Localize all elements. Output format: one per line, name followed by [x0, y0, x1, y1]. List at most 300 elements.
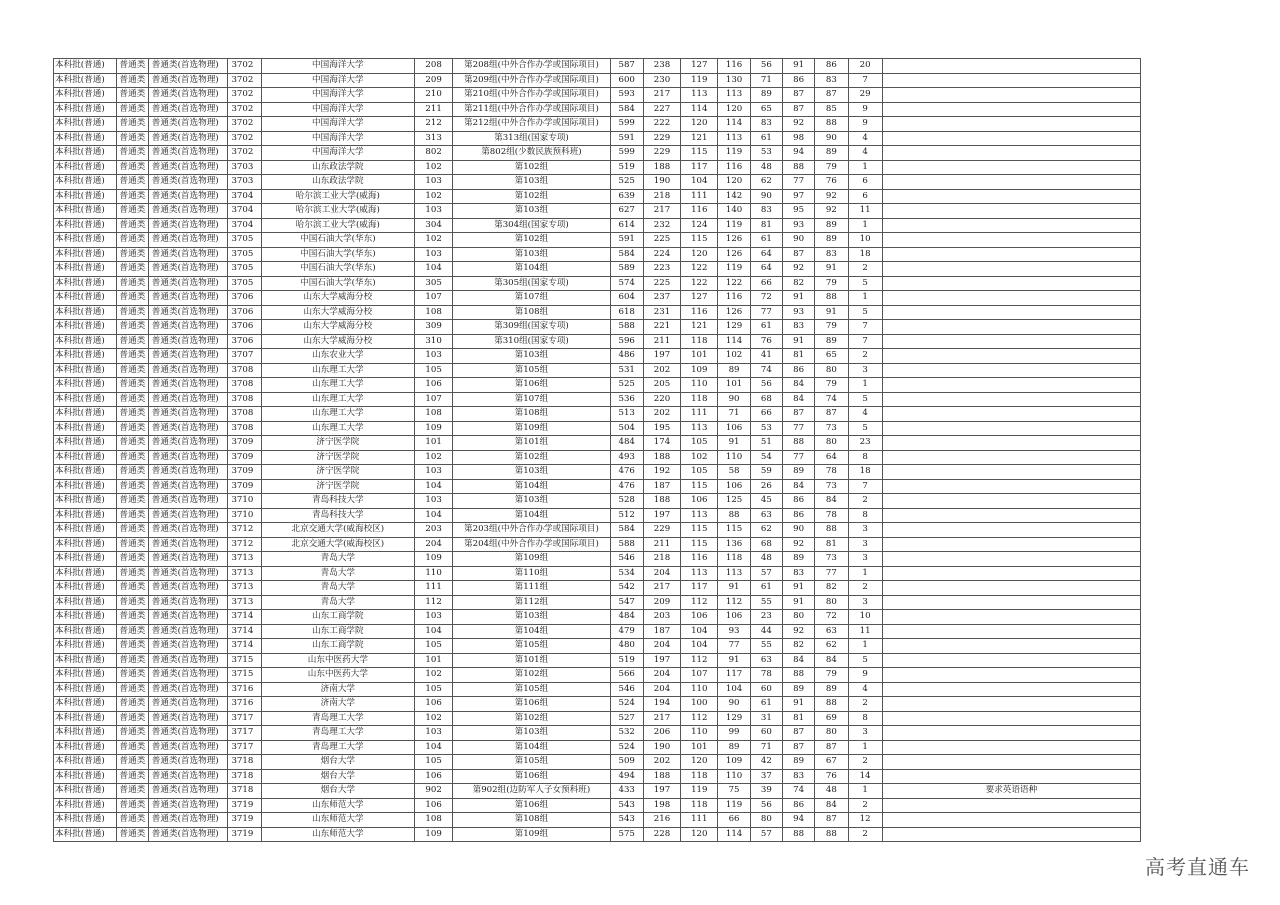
table-row	[54, 146, 1141, 161]
cell-plan-count: 2	[848, 581, 882, 596]
cell-group-code: 103	[414, 204, 452, 219]
cell-group-code: 103	[414, 465, 452, 480]
cell-min-total: 532	[610, 726, 643, 741]
cell-school-code: 3704	[228, 189, 261, 204]
cell-math: 118	[681, 392, 718, 407]
cell-school-code: 3706	[228, 334, 261, 349]
cell-school-code: 3706	[228, 291, 261, 306]
cell-plan-count: 6	[848, 189, 882, 204]
cell-plan-count: 3	[848, 552, 882, 567]
cell-batch: 本科批(普通)	[54, 378, 117, 393]
cell-foreign-lang: 87	[782, 247, 814, 262]
cell-category: 普通类	[116, 305, 148, 320]
cell-plan-count: 1	[848, 291, 882, 306]
cell-category: 普通类	[116, 262, 148, 277]
cell-min-total: 639	[610, 189, 643, 204]
cell-school-name: 中国海洋大学	[261, 73, 414, 88]
cell-plan-count: 2	[848, 827, 882, 842]
cell-school-name: 济宁医学院	[261, 436, 414, 451]
cell-chinese-math: 227	[643, 102, 680, 117]
cell-group-name: 第105组	[453, 639, 610, 654]
cell-chinese-math: 195	[643, 421, 680, 436]
cell-school-name: 中国海洋大学	[261, 146, 414, 161]
cell-plan-count: 3	[848, 523, 882, 538]
cell-foreign-lang: 83	[782, 566, 814, 581]
cell-english: 112	[718, 595, 750, 610]
cell-subject-type: 普通类(首选物理)	[148, 566, 228, 581]
cell-chinese-math: 197	[643, 653, 680, 668]
cell-min-total: 484	[610, 436, 643, 451]
cell-school-code: 3710	[228, 508, 261, 523]
cell-english: 142	[718, 189, 750, 204]
cell-group-code: 108	[414, 407, 452, 422]
cell-math: 113	[681, 421, 718, 436]
cell-remark	[882, 769, 1140, 784]
cell-foreign-lang: 89	[782, 682, 814, 697]
cell-batch: 本科批(普通)	[54, 537, 117, 552]
cell-group-code: 103	[414, 610, 452, 625]
cell-batch: 本科批(普通)	[54, 711, 117, 726]
cell-chinese: 63	[750, 508, 782, 523]
cell-school-name: 山东大学威海分校	[261, 305, 414, 320]
cell-subject-type: 普通类(首选物理)	[148, 813, 228, 828]
cell-subject-type: 普通类(首选物理)	[148, 73, 228, 88]
cell-chinese: 61	[750, 320, 782, 335]
cell-foreign-lang: 77	[782, 450, 814, 465]
cell-school-name: 中国海洋大学	[261, 117, 414, 132]
table-row	[54, 610, 1141, 625]
cell-school-code: 3714	[228, 639, 261, 654]
table-row	[54, 668, 1141, 683]
cell-math: 124	[681, 218, 718, 233]
cell-chinese: 53	[750, 421, 782, 436]
cell-category: 普通类	[116, 73, 148, 88]
cell-group-code: 101	[414, 436, 452, 451]
cell-max-chinese: 86	[815, 59, 848, 74]
cell-group-code: 103	[414, 726, 452, 741]
cell-subject-type: 普通类(首选物理)	[148, 218, 228, 233]
cell-school-code: 3709	[228, 450, 261, 465]
cell-group-name: 第108组	[453, 305, 610, 320]
cell-max-chinese: 77	[815, 566, 848, 581]
cell-foreign-lang: 90	[782, 523, 814, 538]
cell-math: 111	[681, 189, 718, 204]
cell-min-total: 512	[610, 508, 643, 523]
cell-chinese: 60	[750, 726, 782, 741]
cell-english: 91	[718, 581, 750, 596]
cell-group-code: 107	[414, 291, 452, 306]
cell-school-name: 青岛科技大学	[261, 508, 414, 523]
cell-group-code: 102	[414, 711, 452, 726]
cell-math: 116	[681, 305, 718, 320]
cell-subject-type: 普通类(首选物理)	[148, 479, 228, 494]
cell-plan-count: 10	[848, 610, 882, 625]
cell-school-name: 山东中医药大学	[261, 668, 414, 683]
cell-max-chinese: 73	[815, 421, 848, 436]
cell-school-code: 3702	[228, 131, 261, 146]
cell-remark	[882, 73, 1140, 88]
cell-school-name: 哈尔滨工业大学(威海)	[261, 218, 414, 233]
cell-group-name: 第103组	[453, 610, 610, 625]
cell-chinese-math: 204	[643, 682, 680, 697]
cell-max-chinese: 80	[815, 436, 848, 451]
cell-group-code: 106	[414, 697, 452, 712]
cell-chinese: 42	[750, 755, 782, 770]
cell-subject-type: 普通类(首选物理)	[148, 610, 228, 625]
cell-category: 普通类	[116, 233, 148, 248]
cell-chinese-math: 217	[643, 581, 680, 596]
table-row	[54, 479, 1141, 494]
cell-english: 110	[718, 450, 750, 465]
cell-group-code: 802	[414, 146, 452, 161]
cell-min-total: 543	[610, 798, 643, 813]
cell-plan-count: 5	[848, 392, 882, 407]
cell-max-chinese: 62	[815, 639, 848, 654]
cell-min-total: 614	[610, 218, 643, 233]
cell-batch: 本科批(普通)	[54, 682, 117, 697]
cell-min-total: 486	[610, 349, 643, 364]
cell-category: 普通类	[116, 740, 148, 755]
cell-school-code: 3705	[228, 233, 261, 248]
cell-min-total: 588	[610, 320, 643, 335]
cell-school-name: 山东农业大学	[261, 349, 414, 364]
table-row	[54, 59, 1141, 74]
cell-subject-type: 普通类(首选物理)	[148, 320, 228, 335]
cell-school-name: 青岛大学	[261, 581, 414, 596]
cell-batch: 本科批(普通)	[54, 740, 117, 755]
cell-max-chinese: 79	[815, 276, 848, 291]
cell-category: 普通类	[116, 581, 148, 596]
cell-min-total: 509	[610, 755, 643, 770]
cell-remark	[882, 320, 1140, 335]
cell-chinese: 64	[750, 262, 782, 277]
cell-foreign-lang: 83	[782, 320, 814, 335]
cell-category: 普通类	[116, 552, 148, 567]
cell-chinese: 57	[750, 827, 782, 842]
cell-category: 普通类	[116, 175, 148, 190]
cell-batch: 本科批(普通)	[54, 291, 117, 306]
cell-category: 普通类	[116, 88, 148, 103]
cell-group-name: 第203组(中外合作办学或国际项目)	[453, 523, 610, 538]
cell-chinese-math: 221	[643, 320, 680, 335]
cell-english: 126	[718, 247, 750, 262]
cell-school-name: 中国海洋大学	[261, 59, 414, 74]
cell-school-code: 3705	[228, 247, 261, 262]
cell-category: 普通类	[116, 334, 148, 349]
cell-subject-type: 普通类(首选物理)	[148, 726, 228, 741]
cell-english: 116	[718, 59, 750, 74]
cell-max-chinese: 73	[815, 552, 848, 567]
cell-group-name: 第313组(国家专项)	[453, 131, 610, 146]
cell-school-name: 烟台大学	[261, 784, 414, 799]
cell-plan-count: 20	[848, 59, 882, 74]
cell-chinese: 41	[750, 349, 782, 364]
cell-group-code: 102	[414, 668, 452, 683]
cell-group-code: 106	[414, 798, 452, 813]
cell-max-chinese: 83	[815, 73, 848, 88]
table-row	[54, 407, 1141, 422]
cell-school-name: 中国石油大学(华东)	[261, 276, 414, 291]
cell-subject-type: 普通类(首选物理)	[148, 117, 228, 132]
cell-chinese: 74	[750, 363, 782, 378]
cell-group-code: 103	[414, 175, 452, 190]
cell-school-code: 3712	[228, 523, 261, 538]
cell-english: 106	[718, 421, 750, 436]
cell-plan-count: 1	[848, 740, 882, 755]
table-row	[54, 813, 1141, 828]
cell-chinese-math: 229	[643, 146, 680, 161]
cell-group-code: 304	[414, 218, 452, 233]
cell-batch: 本科批(普通)	[54, 827, 117, 842]
cell-foreign-lang: 84	[782, 392, 814, 407]
cell-school-name: 山东中医药大学	[261, 653, 414, 668]
cell-math: 118	[681, 769, 718, 784]
cell-category: 普通类	[116, 755, 148, 770]
cell-chinese: 78	[750, 668, 782, 683]
cell-min-total: 599	[610, 146, 643, 161]
cell-plan-count: 4	[848, 146, 882, 161]
cell-english: 88	[718, 508, 750, 523]
cell-foreign-lang: 86	[782, 508, 814, 523]
cell-plan-count: 11	[848, 204, 882, 219]
table-row	[54, 262, 1141, 277]
cell-group-name: 第103组	[453, 494, 610, 509]
cell-batch: 本科批(普通)	[54, 247, 117, 262]
cell-max-chinese: 74	[815, 392, 848, 407]
cell-subject-type: 普通类(首选物理)	[148, 508, 228, 523]
cell-remark	[882, 798, 1140, 813]
cell-chinese-math: 204	[643, 668, 680, 683]
cell-max-chinese: 76	[815, 175, 848, 190]
cell-chinese-math: 232	[643, 218, 680, 233]
cell-math: 109	[681, 363, 718, 378]
cell-remark	[882, 247, 1140, 262]
cell-school-code: 3719	[228, 827, 261, 842]
cell-group-name: 第204组(中外合作办学或国际项目)	[453, 537, 610, 552]
cell-remark	[882, 827, 1140, 842]
cell-batch: 本科批(普通)	[54, 363, 117, 378]
cell-group-name: 第106组	[453, 769, 610, 784]
cell-batch: 本科批(普通)	[54, 349, 117, 364]
cell-remark	[882, 88, 1140, 103]
cell-subject-type: 普通类(首选物理)	[148, 523, 228, 538]
cell-min-total: 596	[610, 334, 643, 349]
cell-subject-type: 普通类(首选物理)	[148, 653, 228, 668]
cell-group-name: 第109组	[453, 552, 610, 567]
cell-foreign-lang: 95	[782, 204, 814, 219]
cell-school-code: 3702	[228, 102, 261, 117]
cell-plan-count: 5	[848, 276, 882, 291]
cell-group-code: 313	[414, 131, 452, 146]
cell-remark	[882, 146, 1140, 161]
cell-plan-count: 8	[848, 450, 882, 465]
cell-english: 106	[718, 610, 750, 625]
cell-category: 普通类	[116, 407, 148, 422]
cell-batch: 本科批(普通)	[54, 233, 117, 248]
cell-school-code: 3702	[228, 146, 261, 161]
cell-category: 普通类	[116, 465, 148, 480]
cell-chinese: 53	[750, 146, 782, 161]
cell-group-name: 第108组	[453, 407, 610, 422]
cell-plan-count: 5	[848, 653, 882, 668]
cell-math: 127	[681, 59, 718, 74]
cell-batch: 本科批(普通)	[54, 668, 117, 683]
cell-english: 106	[718, 479, 750, 494]
cell-group-name: 第104组	[453, 262, 610, 277]
cell-min-total: 525	[610, 175, 643, 190]
cell-remark	[882, 363, 1140, 378]
cell-plan-count: 7	[848, 479, 882, 494]
cell-batch: 本科批(普通)	[54, 59, 117, 74]
cell-group-name: 第210组(中外合作办学或国际项目)	[453, 88, 610, 103]
cell-chinese: 60	[750, 682, 782, 697]
cell-min-total: 524	[610, 697, 643, 712]
cell-group-name: 第110组	[453, 566, 610, 581]
cell-min-total: 484	[610, 610, 643, 625]
table-row	[54, 88, 1141, 103]
cell-foreign-lang: 88	[782, 436, 814, 451]
cell-batch: 本科批(普通)	[54, 653, 117, 668]
cell-math: 114	[681, 102, 718, 117]
cell-max-chinese: 89	[815, 233, 848, 248]
cell-min-total: 588	[610, 537, 643, 552]
cell-school-name: 山东师范大学	[261, 827, 414, 842]
cell-group-name: 第902组(边防军人子女预科班)	[453, 784, 610, 799]
cell-foreign-lang: 87	[782, 102, 814, 117]
cell-chinese-math: 220	[643, 392, 680, 407]
table-row	[54, 566, 1141, 581]
cell-chinese-math: 211	[643, 537, 680, 552]
cell-chinese: 31	[750, 711, 782, 726]
cell-min-total: 600	[610, 73, 643, 88]
cell-batch: 本科批(普通)	[54, 813, 117, 828]
cell-group-name: 第107组	[453, 291, 610, 306]
cell-chinese: 61	[750, 581, 782, 596]
cell-chinese-math: 229	[643, 131, 680, 146]
cell-remark	[882, 711, 1140, 726]
cell-math: 104	[681, 175, 718, 190]
cell-english: 77	[718, 639, 750, 654]
cell-min-total: 519	[610, 653, 643, 668]
cell-group-name: 第102组	[453, 189, 610, 204]
cell-category: 普通类	[116, 363, 148, 378]
cell-remark	[882, 421, 1140, 436]
cell-batch: 本科批(普通)	[54, 508, 117, 523]
cell-batch: 本科批(普通)	[54, 769, 117, 784]
cell-math: 115	[681, 233, 718, 248]
cell-group-name: 第104组	[453, 624, 610, 639]
cell-foreign-lang: 84	[782, 653, 814, 668]
cell-math: 122	[681, 262, 718, 277]
cell-min-total: 574	[610, 276, 643, 291]
cell-chinese-math: 194	[643, 697, 680, 712]
cell-plan-count: 9	[848, 102, 882, 117]
table-row	[54, 769, 1141, 784]
cell-math: 116	[681, 204, 718, 219]
cell-chinese-math: 218	[643, 552, 680, 567]
cell-max-chinese: 83	[815, 247, 848, 262]
cell-english: 129	[718, 320, 750, 335]
cell-school-name: 青岛大学	[261, 566, 414, 581]
cell-subject-type: 普通类(首选物理)	[148, 334, 228, 349]
cell-plan-count: 2	[848, 262, 882, 277]
cell-group-name: 第310组(国家专项)	[453, 334, 610, 349]
cell-batch: 本科批(普通)	[54, 494, 117, 509]
cell-school-code: 3703	[228, 175, 261, 190]
cell-foreign-lang: 81	[782, 349, 814, 364]
cell-school-name: 济南大学	[261, 682, 414, 697]
cell-math: 112	[681, 653, 718, 668]
cell-foreign-lang: 87	[782, 740, 814, 755]
cell-school-code: 3718	[228, 755, 261, 770]
cell-group-name: 第109组	[453, 421, 610, 436]
cell-foreign-lang: 87	[782, 88, 814, 103]
cell-group-name: 第107组	[453, 392, 610, 407]
cell-subject-type: 普通类(首选物理)	[148, 102, 228, 117]
cell-school-code: 3702	[228, 88, 261, 103]
cell-subject-type: 普通类(首选物理)	[148, 160, 228, 175]
cell-min-total: 546	[610, 552, 643, 567]
cell-category: 普通类	[116, 291, 148, 306]
cell-batch: 本科批(普通)	[54, 798, 117, 813]
cell-school-name: 哈尔滨工业大学(威海)	[261, 189, 414, 204]
cell-foreign-lang: 97	[782, 189, 814, 204]
cell-subject-type: 普通类(首选物理)	[148, 392, 228, 407]
cell-school-code: 3704	[228, 204, 261, 219]
cell-foreign-lang: 94	[782, 813, 814, 828]
cell-category: 普通类	[116, 537, 148, 552]
cell-batch: 本科批(普通)	[54, 407, 117, 422]
cell-foreign-lang: 82	[782, 639, 814, 654]
cell-english: 89	[718, 363, 750, 378]
cell-school-name: 中国石油大学(华东)	[261, 233, 414, 248]
cell-english: 91	[718, 436, 750, 451]
cell-school-name: 中国海洋大学	[261, 88, 414, 103]
cell-english: 129	[718, 711, 750, 726]
cell-english: 130	[718, 73, 750, 88]
cell-foreign-lang: 77	[782, 421, 814, 436]
cell-school-code: 3709	[228, 479, 261, 494]
cell-group-name: 第212组(中外合作办学或国际项目)	[453, 117, 610, 132]
table-row	[54, 218, 1141, 233]
cell-math: 106	[681, 610, 718, 625]
cell-chinese-math: 223	[643, 262, 680, 277]
cell-chinese: 71	[750, 740, 782, 755]
cell-min-total: 566	[610, 668, 643, 683]
watermark-text: 高考直通车	[1145, 855, 1250, 879]
cell-plan-count: 1	[848, 160, 882, 175]
table-row	[54, 189, 1141, 204]
cell-school-name: 山东大学威海分校	[261, 320, 414, 335]
cell-category: 普通类	[116, 610, 148, 625]
cell-chinese: 61	[750, 697, 782, 712]
cell-foreign-lang: 90	[782, 233, 814, 248]
cell-remark	[882, 465, 1140, 480]
cell-english: 93	[718, 624, 750, 639]
cell-remark	[882, 755, 1140, 770]
cell-plan-count: 2	[848, 798, 882, 813]
cell-max-chinese: 92	[815, 189, 848, 204]
table-row	[54, 726, 1141, 741]
cell-foreign-lang: 91	[782, 334, 814, 349]
cell-group-name: 第108组	[453, 813, 610, 828]
cell-math: 113	[681, 566, 718, 581]
cell-max-chinese: 88	[815, 523, 848, 538]
cell-english: 113	[718, 88, 750, 103]
cell-english: 114	[718, 827, 750, 842]
cell-chinese: 61	[750, 131, 782, 146]
cell-subject-type: 普通类(首选物理)	[148, 276, 228, 291]
